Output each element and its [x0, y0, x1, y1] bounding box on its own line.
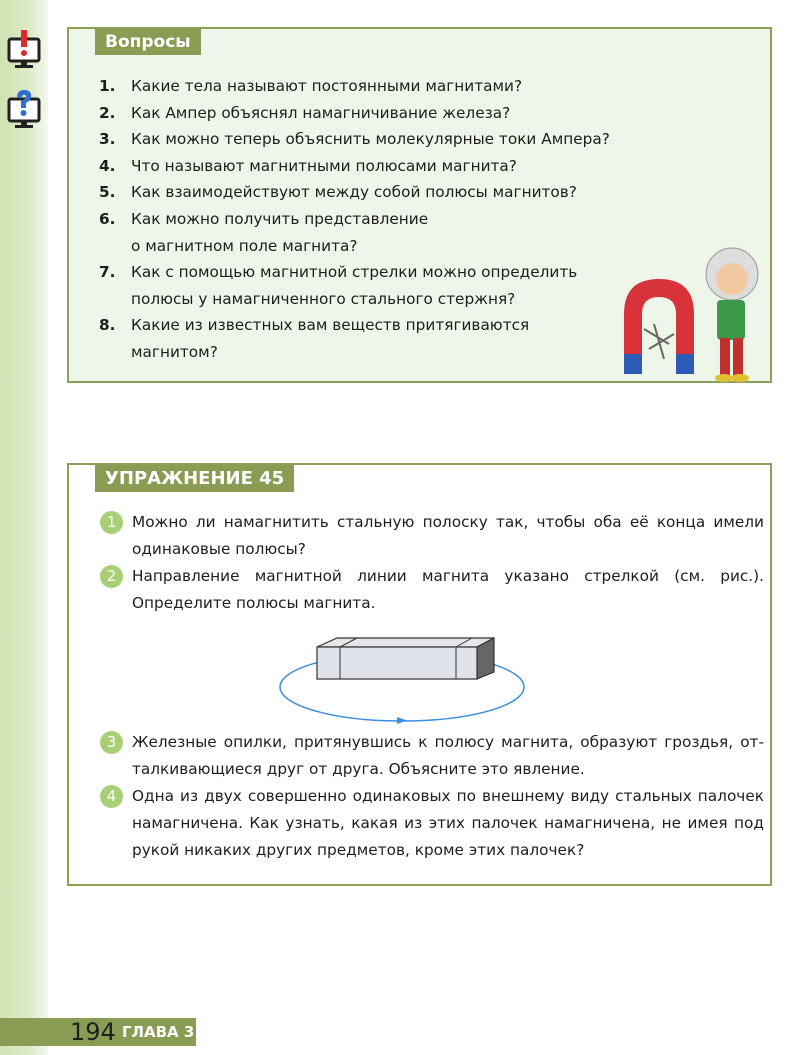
question-text: Как Ампер объяснял намагничивание железа? — [131, 103, 511, 122]
question-text: Как взаимодействуют между собой полюсы магнитов? — [131, 183, 577, 202]
exercise-number-badge: 3 — [100, 731, 123, 754]
exercise-text: Можно ли намагнитить стальную полоску так, чтобы оба её конца имели одинаковые полюсы? — [132, 513, 764, 558]
questions-title: Вопросы — [95, 29, 201, 55]
question-text: Какие из известных вам веществ притягиваются магнитом? — [131, 316, 530, 361]
question-item — [99, 312, 639, 365]
questions-box — [67, 27, 772, 383]
question-number: 6. — [99, 209, 116, 228]
question-number: 5. — [99, 183, 116, 202]
exercise-text: Одна из двух совершенно одинаковых по внешнему виду стальных палочек намагничена. Как узнать, какая из этих палочек намагничена, не имея под рукой никаких других предметов, кроме этих палочек? — [132, 787, 764, 859]
exercise-number-badge: 1 — [100, 511, 123, 534]
question-monitor-icon — [6, 90, 42, 130]
questions-list — [99, 73, 639, 366]
question-text: Как с помощью магнитной стрелки можно определить полюсы у намагниченного стального стержня? — [131, 263, 578, 308]
question-item — [99, 73, 639, 100]
question-item — [99, 259, 639, 312]
question-number: 1. — [99, 77, 116, 95]
scientist-with-magnet-illustration — [614, 234, 764, 384]
question-text: Как можно теперь объяснить молекулярные токи Ампера? — [131, 130, 610, 149]
question-number: 7. — [99, 263, 116, 282]
question-item — [99, 126, 639, 153]
question-text: Какие тела называют постоянными магнитами? — [131, 77, 523, 95]
question-text: Что называют магнитными полюсами магнита? — [131, 156, 517, 175]
page-number: 194 — [70, 1018, 116, 1046]
question-text: Как можно получить представление о магнитном поле магнита? — [131, 209, 429, 255]
question-item — [99, 206, 639, 259]
exercise-item — [97, 729, 764, 783]
page-footer — [0, 1018, 196, 1046]
question-number: 3. — [99, 130, 116, 149]
exercise-box — [67, 463, 772, 886]
question-number: 8. — [99, 316, 116, 335]
exercise-number-badge: 2 — [100, 565, 123, 588]
question-number: 4. — [99, 156, 116, 175]
bar-magnet-figure — [272, 627, 532, 727]
exercise-number-badge: 4 — [100, 785, 123, 808]
exercise-text: Железные опилки, притянувшись к полюсу магнита, образуют гроздья, отталкивающиеся друг от друга. Объясните это явление. — [132, 733, 764, 778]
exercise-text: Направление магнитной линии магнита указано стрелкой (см. рис.). Определите полюсы магнита. — [132, 567, 764, 612]
exercise-item — [97, 563, 764, 617]
exercise-title: УПРАЖНЕНИЕ 45 — [95, 465, 294, 492]
exercise-item — [97, 783, 764, 864]
exercise-item — [97, 509, 764, 563]
question-item — [99, 153, 639, 180]
question-number: 2. — [99, 103, 116, 122]
exclamation-monitor-icon — [6, 30, 42, 70]
question-item — [99, 100, 639, 127]
page-margin-strip — [0, 0, 48, 1055]
field-direction-arrow-icon — [397, 717, 407, 724]
chapter-label: ГЛАВА 3 — [122, 1023, 195, 1041]
question-item — [99, 179, 639, 206]
